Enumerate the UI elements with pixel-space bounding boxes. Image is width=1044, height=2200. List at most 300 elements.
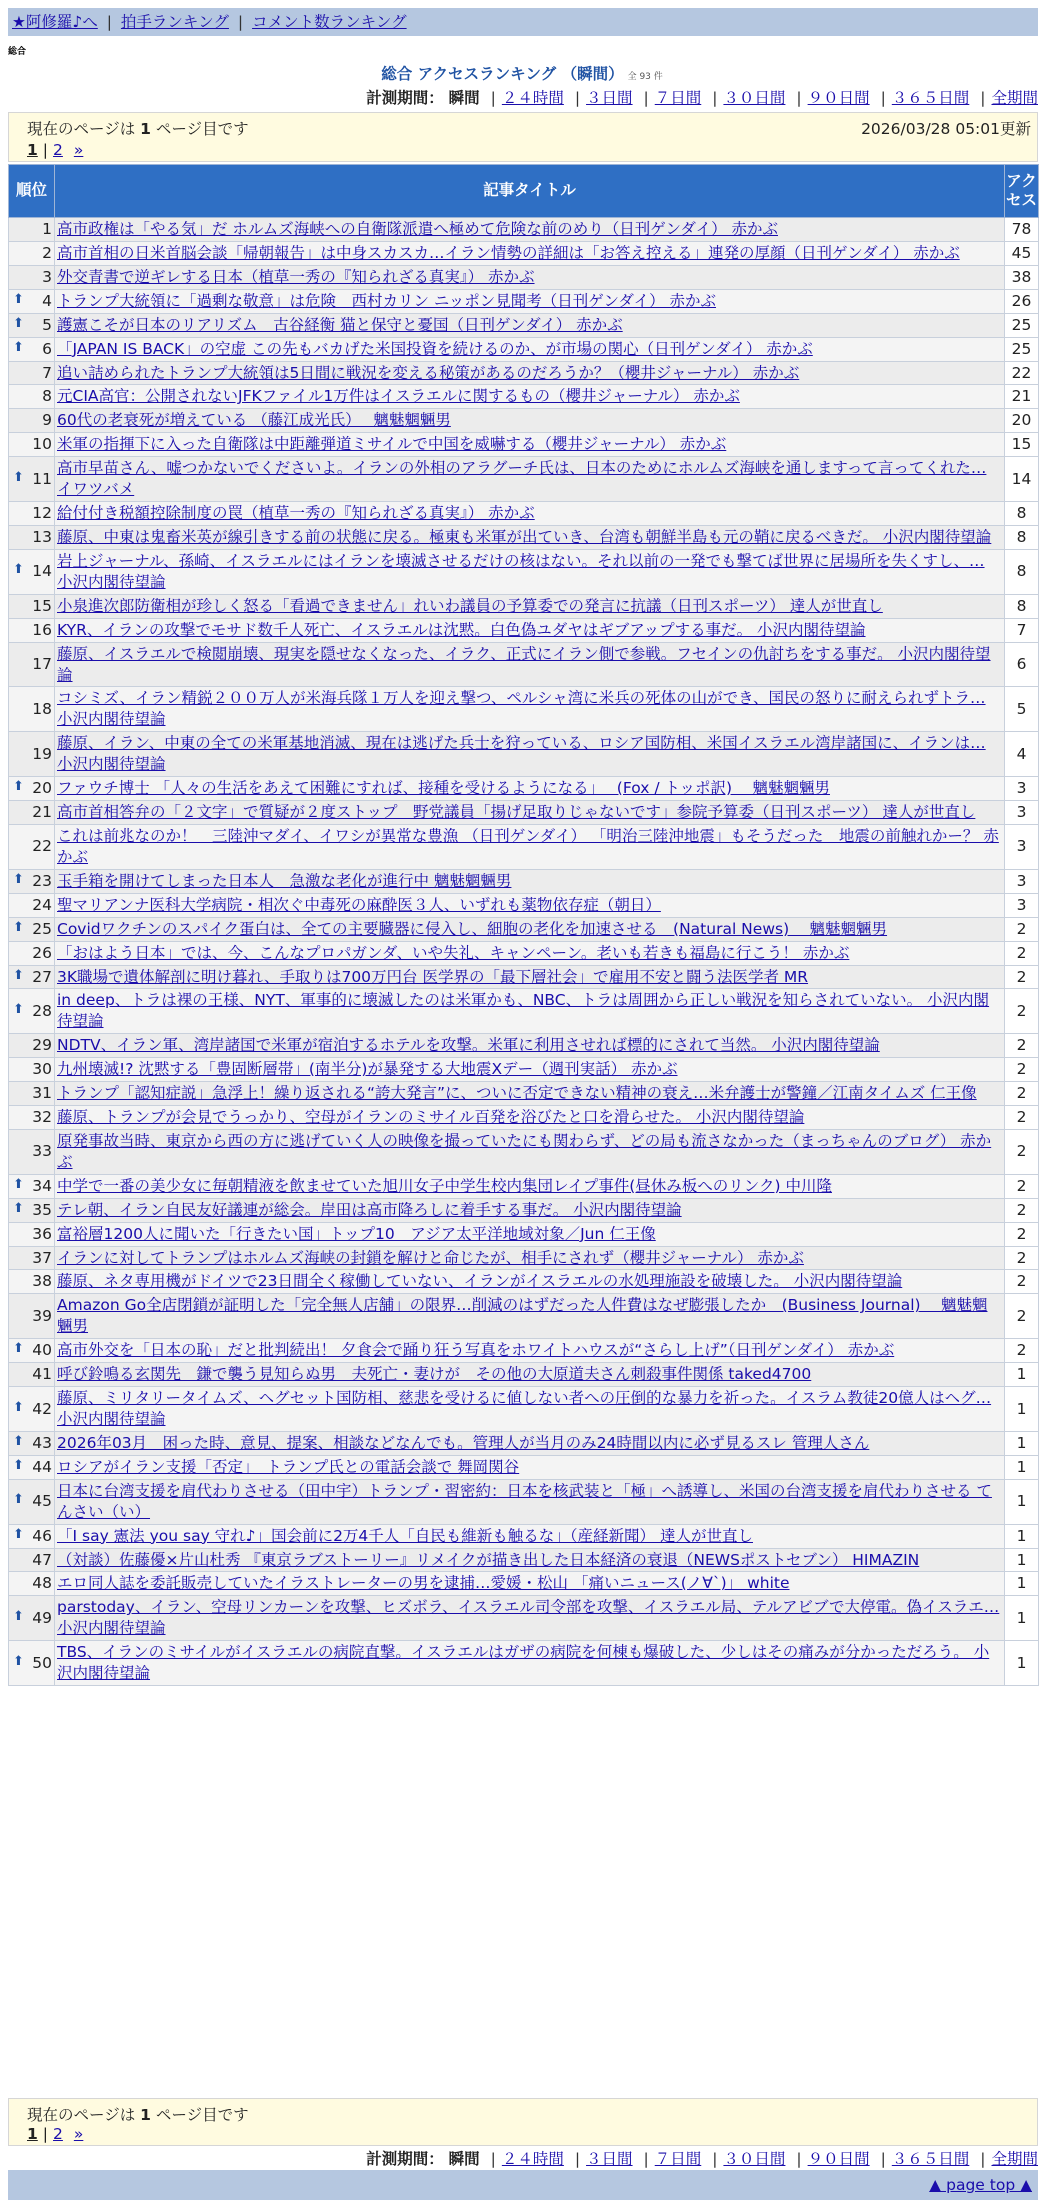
rank-number: 23 <box>32 871 52 890</box>
access-count: 2 <box>1005 1174 1039 1198</box>
rank-cell <box>9 1222 55 1246</box>
table-header-row <box>9 165 1039 218</box>
up-arrow-icon: ⬆ <box>13 1001 24 1017</box>
table-row <box>9 1479 1039 1524</box>
rank-cell <box>9 1246 55 1270</box>
access-count: 4 <box>1005 732 1039 777</box>
title-cell <box>55 502 1005 526</box>
table-row <box>9 917 1039 941</box>
article-title-link[interactable]: これは前兆なのか！ 三陸沖マダイ、イワシが異常な豊漁 （日刊ゲンダイ） 「明治三陸沖地震」もそうだった 地震の前触れかー？ 赤かぶ <box>57 826 999 866</box>
period-link-24h[interactable]: ２４時間 <box>501 89 564 107</box>
title-cell <box>55 1455 1005 1479</box>
table-row <box>9 361 1039 385</box>
rank-cell <box>9 1339 55 1363</box>
article-title-link[interactable]: 日本に台湾支援を肩代わりさせる（田中宇）トランプ・習密約：日本を核武装と「極」へ誘導し、米国の台湾支援を肩代わりさせる てんさい（い） <box>57 1481 992 1521</box>
access-count: 78 <box>1005 218 1039 242</box>
up-arrow-icon: ⬆ <box>13 967 24 983</box>
rank-number: 13 <box>32 527 52 546</box>
rank-number: 42 <box>32 1399 52 1418</box>
article-title-link[interactable]: 米軍の指揮下に入った自衛隊は中距離弾道ミサイルで中国を威嚇する（櫻井ジャーナル） 赤かぶ <box>57 435 727 454</box>
rank-number: 15 <box>32 596 52 615</box>
period-link-365d[interactable]: ３６５日間 <box>891 89 970 107</box>
access-count: 2 <box>1005 941 1039 965</box>
access-count: 2 <box>1005 989 1039 1034</box>
article-title-link[interactable]: ロシアがイラン支援「否定」 トランプ氏との電話会談で 舞岡関谷 <box>57 1457 520 1476</box>
up-arrow-icon: ⬆ <box>13 1433 24 1449</box>
period-link-3d[interactable]: ３日間 <box>586 89 633 107</box>
article-title-link[interactable]: 給付付き税額控除制度の罠（植草一秀の『知られざる真実』） 赤かぶ <box>57 504 535 523</box>
access-count: 2 <box>1005 1270 1039 1294</box>
title-cell <box>55 1641 1005 1686</box>
up-arrow-icon: ⬆ <box>13 919 24 935</box>
title-cell <box>55 1548 1005 1572</box>
header-title: 記事タイトル <box>55 165 1005 218</box>
article-title-link[interactable]: 追い詰められたトランプ大統領は5日間に戦況を変える秘策があるのだろうか？（櫻井ジャーナル） 赤かぶ <box>57 363 800 382</box>
up-arrow-icon: ⬆ <box>13 779 24 795</box>
rank-number: 44 <box>32 1457 52 1476</box>
rank-cell <box>9 1034 55 1058</box>
table-row <box>9 893 1039 917</box>
access-count: 1 <box>1005 1548 1039 1572</box>
rank-number: 19 <box>32 744 52 763</box>
rank-cell <box>9 218 55 242</box>
rank-number: 12 <box>32 504 52 523</box>
title-cell <box>55 801 1005 825</box>
period-link-365d[interactable]: ３６５日間 <box>891 2150 970 2168</box>
period-link-30d[interactable]: ３０日間 <box>723 2150 786 2168</box>
page-status-text <box>27 2103 249 2125</box>
title-cell <box>55 989 1005 1034</box>
table-row <box>9 337 1039 361</box>
up-arrow-icon: ⬆ <box>13 1653 24 1669</box>
article-title-link[interactable]: 呼び鈴鳴る玄関先 鎌で襲う見知らぬ男 夫死亡・妻けが その他の大原道夫さん刺殺事件関係 taked4700 <box>57 1365 812 1384</box>
access-count: 15 <box>1005 433 1039 457</box>
header-access: アクセス <box>1005 165 1039 218</box>
genre-label: 総合 <box>8 47 27 57</box>
rank-number: 45 <box>32 1492 52 1511</box>
article-title-link[interactable]: 原発事故当時、東京から西の方に逃げていく人の映像を撮っていたにも関わらず、どの局も流さなかった（まっちゃんのブログ） 赤かぶ <box>57 1131 992 1171</box>
table-row <box>9 433 1039 457</box>
table-row <box>9 1106 1039 1130</box>
rank-cell <box>9 732 55 777</box>
title-cell <box>55 1339 1005 1363</box>
access-count: 2 <box>1005 1198 1039 1222</box>
access-count: 8 <box>1005 502 1039 526</box>
rank-number: 14 <box>32 562 52 581</box>
article-title-link[interactable]: 元CIA高官：公開されないJFKファイル1万件はイスラエルに関するもの（櫻井ジャーナル） 赤かぶ <box>57 387 740 406</box>
rank-number: 26 <box>32 943 52 962</box>
period-separator: | <box>490 89 496 107</box>
title-cell <box>55 893 1005 917</box>
period-separator: | <box>880 89 886 107</box>
nav-separator: | <box>237 13 244 31</box>
rank-cell <box>9 869 55 893</box>
article-title-link[interactable]: 藤原、ネタ専用機がドイツで23日間全く稼働していない、イランがイスラエルの水処理施設を破壊した。 小沢内閣待望論 <box>57 1272 903 1291</box>
period-link-24h[interactable]: ２４時間 <box>501 2150 564 2168</box>
title-cell <box>55 1270 1005 1294</box>
title-cell <box>55 1106 1005 1130</box>
title-cell <box>55 385 1005 409</box>
table-row <box>9 594 1039 618</box>
article-title-link[interactable]: 玉手箱を開けてしまった日本人 急激な老化が進行中 魑魅魍魎男 <box>57 871 512 890</box>
period-current: 瞬間 <box>448 2150 480 2168</box>
period-separator: | <box>712 2150 718 2168</box>
period-separator: | <box>980 89 986 107</box>
article-title-link[interactable]: テレ朝、イラン自民友好議連が総会。岸田は高市降ろしに着手する事だ。 小沢内閣待望論 <box>57 1200 682 1219</box>
article-title-link[interactable]: 護憲こそが日本のリアリズム 古谷経衡 猫と保守と憂国（日刊ゲンダイ） 赤かぶ <box>57 315 623 334</box>
article-title-link[interactable]: 藤原、イラン、中東の全ての米軍基地消滅、現在は逃げた兵士を狩っている、ロシア国防相、米国イスラエル湾岸諸国に、イランは… 小沢内閣待望論 <box>57 734 986 774</box>
article-title-link[interactable]: トランプ「認知症説」急浮上！繰り返される“誇大発言”に、ついに否定できない精神の衰え…米弁護士が警鐘／江南タイムズ 仁王像 <box>57 1084 977 1103</box>
nav-link-comment-ranking[interactable]: コメント数ランキング <box>252 13 407 31</box>
page-status-number: 1 <box>140 2106 151 2124</box>
article-title-link[interactable]: （対談）佐藤優×片山杜秀 『東京ラブストーリー』リメイクが描き出した日本経済の衰退（NEWSポストセブン） HIMAZIN <box>57 1550 920 1569</box>
title-cell <box>55 1363 1005 1387</box>
table-row <box>9 1174 1039 1198</box>
title-cell <box>55 1174 1005 1198</box>
article-title-link[interactable]: エロ同人誌を委託販売していたイラストレーターの男を逮捕…愛媛・松山 「痛いニュース(ノ∀`)」 white <box>57 1574 790 1593</box>
rank-number: 48 <box>32 1574 52 1593</box>
title-cell <box>55 241 1005 265</box>
pager-next[interactable]: » <box>73 141 84 159</box>
article-title-link[interactable]: トランプ大統領に「過剰な敬意」は危険 西村カリン ニッポン見聞考（日刊ゲンダイ） 赤かぶ <box>57 291 716 310</box>
table-row <box>9 1270 1039 1294</box>
title-cell <box>55 1479 1005 1524</box>
rank-cell <box>9 801 55 825</box>
access-count: 3 <box>1005 777 1039 801</box>
page-status-suffix: ページ目です <box>155 2106 249 2124</box>
table-row <box>9 777 1039 801</box>
period-link-90d[interactable]: ９０日間 <box>807 2150 870 2168</box>
pager-link-2[interactable]: 2 <box>53 2125 63 2143</box>
rank-cell <box>9 525 55 549</box>
period-separator: | <box>643 2150 649 2168</box>
article-title-link[interactable]: 3K職場で遺体解剖に明け暮れ、手取りは700万円台 医学界の「最下層社会」で雇用不安と闘う法医学者 MR <box>57 967 809 986</box>
rank-cell <box>9 893 55 917</box>
article-title-link[interactable]: 藤原、ミリタリータイムズ、ヘグセット国防相、慈悲を受けるに値しない者への圧倒的な暴力を祈った。イスラム教徒20億人はヘグ… 小沢内閣待望論 <box>57 1389 992 1429</box>
access-count: 1 <box>1005 1479 1039 1524</box>
access-count: 2 <box>1005 965 1039 989</box>
rank-number: 27 <box>32 967 52 986</box>
table-row <box>9 732 1039 777</box>
access-count: 3 <box>1005 869 1039 893</box>
access-count: 25 <box>1005 313 1039 337</box>
article-title-link[interactable]: 60代の老衰死が増えている （藤江成光氏） 魑魅魍魎男 <box>57 411 451 430</box>
article-title-link[interactable]: 高市首相の日米首脳会談「帰朝報告」は中身スカスカ…イラン情勢の詳細は「お答え控える」連発の厚顔（日刊ゲンダイ） 赤かぶ <box>57 243 960 262</box>
title-cell <box>55 549 1005 594</box>
article-title-link[interactable]: 九州壊滅!? 沈黙する「豊固断層帯」(南半分)が暴発する大地震Xデー（週刊実話） 赤かぶ <box>57 1060 678 1079</box>
table-row <box>9 801 1039 825</box>
rank-cell <box>9 409 55 433</box>
title-cell <box>55 824 1005 869</box>
rank-number: 35 <box>32 1200 52 1219</box>
article-title-link[interactable]: 小泉進次郎防衛相が珍しく怒る「看過できません」れいわ議員の予算委での発言に抗議（日刊スポーツ） 達人が世直し <box>57 596 883 615</box>
title-cell <box>55 1246 1005 1270</box>
access-count: 14 <box>1005 457 1039 502</box>
rank-cell <box>9 1524 55 1548</box>
title-cell <box>55 265 1005 289</box>
pager-link-2[interactable]: 2 <box>53 141 63 159</box>
rank-number: 25 <box>32 919 52 938</box>
table-row <box>9 1246 1039 1270</box>
rank-cell <box>9 1294 55 1339</box>
rank-cell <box>9 1596 55 1641</box>
rank-cell <box>9 241 55 265</box>
ranking-table <box>8 164 1039 1686</box>
rank-cell <box>9 1106 55 1130</box>
access-count: 8 <box>1005 525 1039 549</box>
page-top-link[interactable]: ▲ page top ▲ <box>929 2176 1032 2194</box>
header-rank: 順位 <box>9 165 55 218</box>
access-count: 2 <box>1005 1129 1039 1174</box>
rank-cell <box>9 265 55 289</box>
rank-number: 39 <box>32 1306 52 1325</box>
title-cell <box>55 1082 1005 1106</box>
rank-cell <box>9 1082 55 1106</box>
table-row <box>9 1198 1039 1222</box>
access-count: 2 <box>1005 1246 1039 1270</box>
access-count: 1 <box>1005 1431 1039 1455</box>
rank-number: 38 <box>32 1272 52 1291</box>
rank-number: 40 <box>32 1341 52 1360</box>
period-label: 計測期間： <box>366 2150 444 2168</box>
rank-cell <box>9 594 55 618</box>
up-arrow-icon: ⬆ <box>13 1176 24 1192</box>
access-count: 21 <box>1005 385 1039 409</box>
rank-cell <box>9 1641 55 1686</box>
rank-cell <box>9 687 55 732</box>
article-title-link[interactable]: 高市早苗さん、嘘つかないでくださいよ。イランの外相のアラグーチ氏は、日本のためにホルムズ海峡を通しますって言ってくれた… イワツバメ <box>57 459 987 499</box>
rank-number: 5 <box>42 315 52 334</box>
table-row <box>9 869 1039 893</box>
nav-separator: | <box>106 13 112 31</box>
table-row <box>9 1363 1039 1387</box>
title-cell <box>55 361 1005 385</box>
period-separator: | <box>796 89 802 107</box>
rank-number: 49 <box>32 1608 52 1627</box>
up-arrow-icon: ⬆ <box>13 1526 24 1542</box>
title-cell <box>55 777 1005 801</box>
table-row <box>9 313 1039 337</box>
table-row <box>9 1034 1039 1058</box>
article-title-link[interactable]: Amazon Go全店閉鎖が証明した「完全無人店舗」の限界…削減のはずだった人件費はなぜ膨張したか (Business Journal) 魑魅魍魎男 <box>57 1296 988 1336</box>
article-title-link[interactable]: 聖マリアンナ医科大学病院・相次ぐ中毒死の麻酔医３人、いずれも薬物依存症（朝日） <box>57 895 661 914</box>
article-title-link[interactable]: コシミズ、イラン精鋭２００万人が米海兵隊１万人を迎え撃つ、ペルシャ湾に米兵の死体の山ができ、国民の怒りに耐えられずトラ… 小沢内閣待望論 <box>57 689 986 729</box>
up-arrow-icon: ⬆ <box>13 1457 24 1473</box>
rank-number: 32 <box>32 1108 52 1127</box>
period-link-3d[interactable]: ３日間 <box>586 2150 633 2168</box>
table-row <box>9 989 1039 1034</box>
rank-cell <box>9 824 55 869</box>
article-title-link[interactable]: Covidワクチンのスパイク蛋白は、全ての主要臓器に侵入し、細胞の老化を加速させる (Natural News) 魑魅魍魎男 <box>57 919 888 938</box>
rank-number: 36 <box>32 1224 52 1243</box>
access-count: 5 <box>1005 687 1039 732</box>
article-title-link[interactable]: ファウチ博士 「人々の生活をあえて困難にすれば、接種を受けるようになる」 (Fox / トッポ訳) 魑魅魍魎男 <box>57 779 830 798</box>
title-cell <box>55 917 1005 941</box>
table-row <box>9 1596 1039 1641</box>
title-cell <box>55 218 1005 242</box>
article-title-link[interactable]: イランに対してトランプはホルムズ海峡の封鎖を解けと命じたが、相手にされず（櫻井ジャーナル） 赤かぶ <box>57 1248 804 1267</box>
period-link-all[interactable]: 全期間 <box>991 2150 1038 2168</box>
rank-number: 20 <box>32 779 52 798</box>
article-title-link[interactable]: NDTV、イラン軍、湾岸諸国で米軍が宿泊するホテルを攻撃。米軍に利用させれば標的にされて当然。 小沢内閣待望論 <box>57 1036 880 1055</box>
access-count: 26 <box>1005 289 1039 313</box>
access-count: 2 <box>1005 1339 1039 1363</box>
article-title-link[interactable]: 藤原、トランプが会見でうっかり、空母がイランのミサイル百発を浴びたと口を滑らせた。 小沢内閣待望論 <box>57 1108 805 1127</box>
title-cell <box>55 409 1005 433</box>
up-arrow-icon: ⬆ <box>13 1608 24 1624</box>
article-title-link[interactable]: parstoday、イラン、空母リンカーンを攻撃、ヒズボラ、イスラエル司令部を攻撃、イスラエル局、テルアビブで大停電。偽イスラエ… 小沢内閣待望論 <box>57 1598 1000 1638</box>
rank-number: 7 <box>42 363 52 382</box>
page-status-prefix: 現在のページは <box>27 2106 136 2124</box>
rank-number: 10 <box>32 435 52 454</box>
article-title-link[interactable]: 岩上ジャーナル、孫崎、イスラエルにはイランを壊滅させるだけの核はない。それ以前の一発でも撃てば世界に居場所を失くすし、… 小沢内閣待望論 <box>57 551 985 591</box>
pager-current: 1 <box>27 2125 38 2143</box>
period-selector-bottom <box>366 2147 1038 2169</box>
article-title-link[interactable]: 高市外交を「日本の恥」だと批判続出！ 夕食会で踊り狂う写真をホワイトハウスが“さらし上げ”（日刊ゲンダイ） 赤かぶ <box>57 1341 895 1360</box>
period-link-7d[interactable]: ７日間 <box>654 89 702 107</box>
nav-link-asyura[interactable]: ★阿修羅♪へ <box>12 13 98 31</box>
period-link-all[interactable]: 全期間 <box>991 89 1038 107</box>
rank-cell <box>9 1363 55 1387</box>
rank-cell <box>9 1129 55 1174</box>
table-row <box>9 1058 1039 1082</box>
title-cell <box>55 642 1005 687</box>
nav-link-clap-ranking[interactable]: 拍手ランキング <box>120 13 229 31</box>
rank-number: 17 <box>32 655 52 674</box>
period-separator: | <box>574 2150 581 2168</box>
rank-cell <box>9 989 55 1034</box>
article-title-link[interactable]: 藤原、イスラエルで検閲崩壊、現実を隠せなくなった、イラク、正式にイラン側で参戦。フセインの仇討ちをする事だ。 小沢内閣待望論 <box>57 644 991 684</box>
article-title-link[interactable]: 外交青書で逆ギレする日本（植草一秀の『知られざる真実』） 赤かぶ <box>57 267 535 286</box>
table-row <box>9 409 1039 433</box>
period-link-30d[interactable]: ３０日間 <box>723 89 786 107</box>
table-row <box>9 642 1039 687</box>
table-row <box>9 1572 1039 1596</box>
rank-number: 47 <box>32 1550 52 1569</box>
title-cell <box>55 433 1005 457</box>
article-title-link[interactable]: 高市政権は「やる気」だ ホルムズ海峡への自衛隊派遣へ極めて危険な前のめり（日刊ゲンダイ） 赤かぶ <box>57 220 778 238</box>
rank-cell <box>9 457 55 502</box>
access-count: 45 <box>1005 241 1039 265</box>
period-link-90d[interactable]: ９０日間 <box>807 89 870 107</box>
access-count: 3 <box>1005 824 1039 869</box>
article-title-link[interactable]: 「おはよう日本」では、今、こんなプロパガンダ、いや失礼、キャンペーン。老いも若きも福島に行こう！ 赤かぶ <box>57 943 850 962</box>
access-count: 8 <box>1005 594 1039 618</box>
table-row <box>9 1524 1039 1548</box>
rank-number: 18 <box>32 699 52 718</box>
access-count: 2 <box>1005 1058 1039 1082</box>
rank-cell <box>9 289 55 313</box>
footer-bar <box>8 2170 1038 2200</box>
rank-cell <box>9 1572 55 1596</box>
table-row <box>9 385 1039 409</box>
rank-number: 1 <box>42 220 52 238</box>
article-title-link[interactable]: 中学で一番の美少女に毎朝精液を飲ませていた旭川女子中学生校内集団レイプ事件(昼休み板へのリンク) 中川隆 <box>57 1176 832 1195</box>
rank-cell <box>9 1548 55 1572</box>
period-separator: | <box>643 89 649 107</box>
rank-cell <box>9 941 55 965</box>
table-row <box>9 965 1039 989</box>
table-row <box>9 502 1039 526</box>
rank-number: 3 <box>42 267 52 286</box>
up-arrow-icon: ⬆ <box>13 315 24 331</box>
rank-cell <box>9 1479 55 1524</box>
article-title-link[interactable]: 藤原、中東は鬼畜米英が線引きする前の状態に戻る。極東も米軍が出ていき、台湾も朝鮮半島も元の鞘に戻るべきだ。 小沢内閣待望論 <box>57 527 992 546</box>
title-cell <box>55 337 1005 361</box>
article-title-link[interactable]: TBS、イランのミサイルがイスラエルの病院直撃。イスラエルはガザの病院を何棟も爆破した、少しはその痛みが分かっただろう。 小沢内閣待望論 <box>57 1643 990 1683</box>
table-row <box>9 1222 1039 1246</box>
pager-separator: | <box>42 141 49 159</box>
article-title-link[interactable]: in deep、トラは裸の王様、NYT、軍事的に壊滅したのは米軍かも、NBC、トラは周囲から正しい戦況を知らされていない。 小沢内閣待望論 <box>57 991 990 1031</box>
title-cell <box>55 965 1005 989</box>
title-cell <box>55 457 1005 502</box>
period-separator: | <box>796 2150 802 2168</box>
rank-cell <box>9 965 55 989</box>
ranking-table-body <box>9 218 1039 1686</box>
period-separator: | <box>574 89 581 107</box>
up-arrow-icon: ⬆ <box>13 291 24 307</box>
article-title-link[interactable]: 富裕層1200人に聞いた「行きたい国」トップ10 アジア太平洋地域対象／Jun 仁王像 <box>57 1224 656 1243</box>
rank-number: 46 <box>32 1526 52 1545</box>
table-row <box>9 687 1039 732</box>
title-cell <box>55 1222 1005 1246</box>
rank-cell <box>9 618 55 642</box>
rank-cell <box>9 642 55 687</box>
rank-number: 41 <box>32 1365 52 1384</box>
title-cell <box>55 687 1005 732</box>
table-row <box>9 289 1039 313</box>
title-cell <box>55 1387 1005 1432</box>
rank-number: 11 <box>32 469 52 488</box>
title-cell <box>55 1431 1005 1455</box>
access-count: 1 <box>1005 1455 1039 1479</box>
table-row <box>9 1455 1039 1479</box>
up-arrow-icon: ⬆ <box>13 339 24 355</box>
period-selector-top <box>366 86 1038 108</box>
article-title-link[interactable]: KYR、イランの攻撃でモサド数千人死亡、イスラエルは沈黙。白色偽ユダヤはギブアップする事だ。 小沢内閣待望論 <box>57 620 866 639</box>
pager-next[interactable]: » <box>73 2125 84 2143</box>
table-row <box>9 525 1039 549</box>
access-count: 8 <box>1005 549 1039 594</box>
article-title-link[interactable]: 「I say 憲法 you say 守れ♪」国会前に2万4千人「自民も維新も触るな」（産経新聞） 達人が世直し <box>57 1526 753 1545</box>
period-link-7d[interactable]: ７日間 <box>654 2150 702 2168</box>
page-status-prefix: 現在のページは <box>27 120 136 138</box>
access-count: 6 <box>1005 642 1039 687</box>
title-cell <box>55 941 1005 965</box>
table-row <box>9 1387 1039 1432</box>
article-title-link[interactable]: 「JAPAN IS BACK」の空虚 この先もバカげた米国投資を続けるのか、が市場の関心（日刊ゲンダイ） 赤かぶ <box>57 339 813 358</box>
title-cell <box>55 1524 1005 1548</box>
title-cell <box>55 1596 1005 1641</box>
access-count: 25 <box>1005 337 1039 361</box>
rank-number: 24 <box>32 895 52 914</box>
rank-cell <box>9 1174 55 1198</box>
page-status-box-bottom <box>8 2098 1038 2146</box>
access-count: 1 <box>1005 1641 1039 1686</box>
access-count: 1 <box>1005 1387 1039 1432</box>
article-title-link[interactable]: 高市首相答弁の「２文字」で質疑が２度ストップ 野党議員「揚げ足取りじゃないです」参院予算委（日刊スポーツ） 達人が世直し <box>57 803 976 822</box>
article-title-link[interactable]: 2026年03月 困った時、意見、提案、相談などなんでも。管理人が当月のみ24時間以内に必ず見るスレ 管理人さん <box>57 1433 870 1452</box>
access-count: 22 <box>1005 361 1039 385</box>
pager-top <box>27 141 83 159</box>
rank-number: 30 <box>32 1060 52 1079</box>
access-count: 7 <box>1005 618 1039 642</box>
rank-number: 4 <box>42 291 52 310</box>
period-separator: | <box>880 2150 886 2168</box>
up-arrow-icon: ⬆ <box>13 562 24 578</box>
rank-cell <box>9 433 55 457</box>
access-count: 38 <box>1005 265 1039 289</box>
